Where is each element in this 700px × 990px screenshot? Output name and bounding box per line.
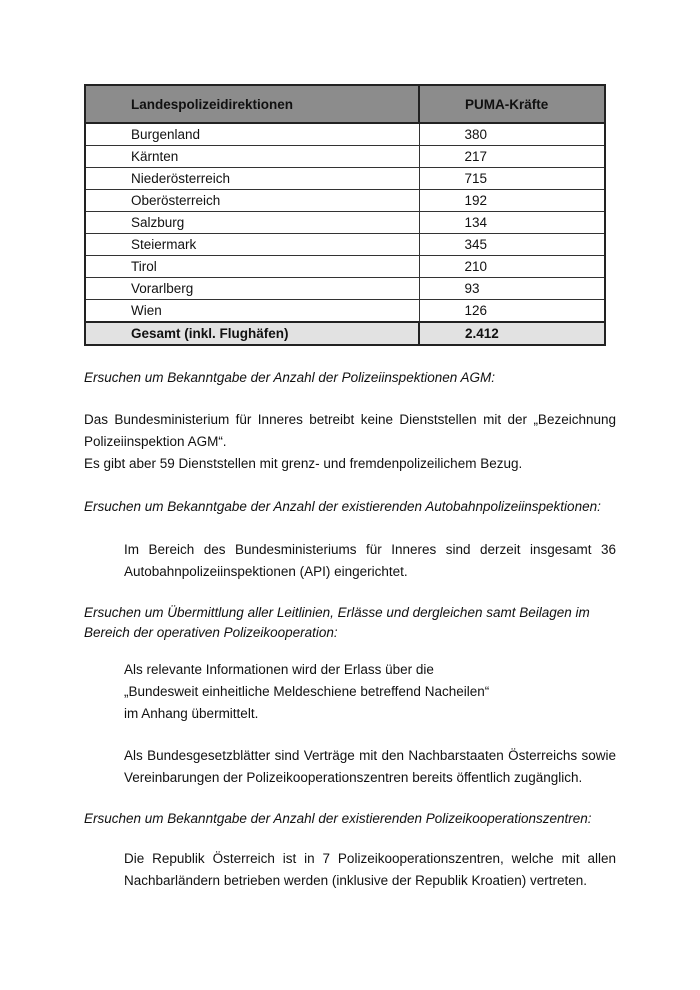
answer-leitlinien-3: im Anhang übermittelt. (124, 706, 259, 721)
answer-api: Im Bereich des Bundesministeriums für Inneres sind derzeit insgesamt 36 Autobahnpolizeiinspektionen (API) eingerichtet. (124, 542, 616, 579)
answer-leitlinien-4: Als Bundesgesetzblätter sind Verträge mit den Nachbarstaaten Österreichs sowie Vereinbarungen der Polizeikooperationszentren bereits öffentlich zugänglich. (124, 748, 616, 785)
header-cell: PUMA-Kräfte (419, 85, 605, 123)
puma-count-cell: 126 (419, 300, 605, 323)
question-pkz: Ersuchen um Bekanntgabe der Anzahl der existierenden Polizeikooperationszentren: (84, 811, 592, 826)
question-leitlinien: Ersuchen um Übermittlung aller Leitlinien, Erlässe und dergleichen samt Beilagen im Bereich der operativen Polizeikooperation: (84, 605, 590, 640)
direction-name-cell: Kärnten (85, 146, 419, 168)
direction-name-cell: Niederösterreich (85, 168, 419, 190)
puma-count-cell: 192 (419, 190, 605, 212)
table-total-row (85, 322, 605, 345)
puma-count-cell: 715 (419, 168, 605, 190)
direction-name-cell: Wien (85, 300, 419, 323)
table-row (85, 300, 605, 323)
direction-name-cell: Salzburg (85, 212, 419, 234)
direction-name-cell: Burgenland (85, 123, 419, 146)
direction-name-cell: Tirol (85, 256, 419, 278)
table-row (85, 123, 605, 146)
table-row (85, 212, 605, 234)
total-value: 2.412 (419, 322, 605, 345)
puma-count-cell: 345 (419, 234, 605, 256)
puma-count-cell: 134 (419, 212, 605, 234)
answer-agm-1: Das Bundesministerium für Inneres betreibt keine Dienststellen mit der „Bezeichnung Polizeiinspektion AGM“. (84, 412, 616, 449)
question-api: Ersuchen um Bekanntgabe der Anzahl der existierenden Autobahnpolizeiinspektionen: (84, 499, 601, 514)
table-row (85, 146, 605, 168)
direction-name-cell: Steiermark (85, 234, 419, 256)
table-row (85, 190, 605, 212)
answer-pkz: Die Republik Österreich ist in 7 Polizeikooperationszentren, welche mit allen Nachbarländern betrieben werden (inklusive der Republik Kroatien) vertreten. (124, 851, 616, 888)
table-row (85, 256, 605, 278)
table-row (85, 278, 605, 300)
answer-leitlinien-2: „Bundesweit einheitliche Meldeschiene betreffend Nacheilen“ (124, 684, 490, 699)
direction-name-cell: Vorarlberg (85, 278, 419, 300)
table-row (85, 234, 605, 256)
answer-agm-2: Es gibt aber 59 Dienststellen mit grenz- und fremdenpolizeilichem Bezug. (84, 456, 523, 471)
puma-count-cell: 380 (419, 123, 605, 146)
puma-table (84, 84, 606, 346)
puma-count-cell: 210 (419, 256, 605, 278)
puma-count-cell: 217 (419, 146, 605, 168)
direction-name-cell: Oberösterreich (85, 190, 419, 212)
question-agm: Ersuchen um Bekanntgabe der Anzahl der Polizeiinspektionen AGM: (84, 370, 495, 385)
puma-count-cell: 93 (419, 278, 605, 300)
total-label: Gesamt (inkl. Flughäfen) (85, 322, 419, 345)
table-header-row (85, 85, 605, 123)
answer-leitlinien-1: Als relevante Informationen wird der Erlass über die (124, 662, 434, 677)
table-row (85, 168, 605, 190)
header-cell: Landespolizeidirektionen (85, 85, 419, 123)
